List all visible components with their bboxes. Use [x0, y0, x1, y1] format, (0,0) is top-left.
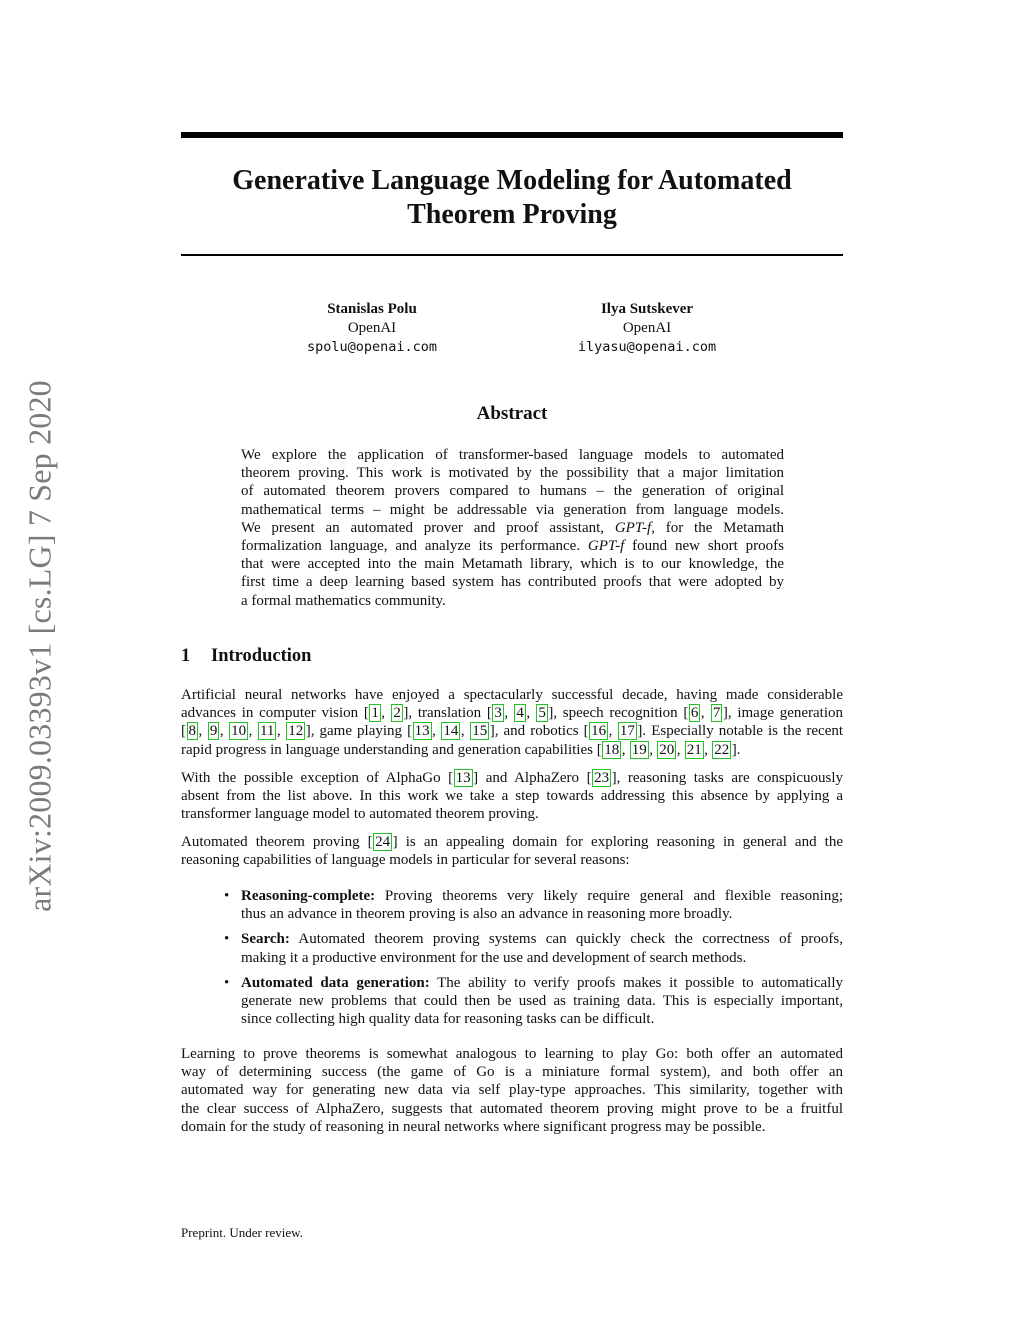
bullet-icon: • [224, 888, 230, 904]
author-name: Ilya Sutskever [600, 301, 694, 317]
abstract-line: that were accepted into the main Metamath library, which is to our knowledge, the [241, 556, 784, 573]
citation-link[interactable]: 7 [712, 705, 721, 722]
text-run: The ability to verify proofs makes it possible to automatically [429, 974, 843, 991]
citation-link[interactable]: 11 [259, 723, 275, 740]
list-item-line [241, 930, 843, 948]
text-run: , [432, 723, 441, 740]
text-run: ], speech recognition [ [548, 705, 689, 722]
abstract-line: first time a deep learning based system has contributed proofs that were adopted by [241, 574, 784, 591]
citation-link[interactable]: 17 [619, 723, 635, 740]
text-run: Automated theorem proving [ [181, 834, 373, 850]
citation-link[interactable]: 22 [714, 741, 730, 758]
citation-link[interactable]: 15 [472, 723, 488, 740]
paper-title [181, 164, 843, 232]
abstract-text: formalization language, and analyze its performance. [241, 538, 581, 555]
citation-link[interactable]: 24 [375, 834, 391, 850]
citation-link[interactable]: 13 [455, 770, 471, 786]
abstract-text: We present an automated prover and proof assistant, [241, 519, 605, 536]
text-run: ] is an appealing domain for exploring reasoning in general and the [392, 834, 843, 850]
text-run: Proving theorems very likely require general and flexible reasoning; [375, 888, 843, 904]
abstract-text: found new short proofs [624, 538, 784, 555]
text-run: ], game playing [ [305, 723, 413, 740]
intro-paragraph [181, 1045, 843, 1136]
text-run: , [700, 705, 711, 722]
abstract-line: a formal mathematics community. [241, 592, 446, 609]
paragraph-line: Learning to prove theorems is somewhat analogous to learning to play Go: both offer an automated [181, 1046, 843, 1062]
paragraph-line: the clear success of AlphaZero, suggests that automated theorem proving might prove to be a fruitful [181, 1100, 843, 1117]
text-run: With the possible exception of AlphaGo [ [181, 770, 454, 786]
citation-link[interactable]: 19 [631, 741, 647, 758]
text-run: , [460, 723, 470, 740]
bullet-icon: • [224, 931, 230, 948]
title-line-2: Theorem Proving [407, 199, 617, 230]
citation-link[interactable]: 3 [494, 705, 502, 722]
title-line-1: Generative Language Modeling for Automated [232, 165, 792, 196]
intro-paragraph [181, 686, 843, 759]
list-item-label: Automated data generation: [241, 974, 430, 991]
abstract-body [241, 446, 784, 610]
text-run: , [649, 741, 657, 758]
citation-link[interactable]: 18 [604, 741, 620, 758]
text-run: , [676, 741, 685, 758]
intro-paragraph [181, 769, 843, 824]
paragraph-line [181, 741, 843, 759]
citation-link[interactable]: 10 [231, 723, 247, 740]
text-run: advances in computer vision [ [181, 705, 369, 722]
bullet-icon: • [224, 974, 230, 991]
list-item [224, 887, 843, 923]
paragraph-line: Artificial neural networks have enjoyed a spectacularly successful decade, having made considerable [181, 687, 843, 703]
text-run: , [381, 705, 391, 722]
citation-link[interactable]: 12 [288, 723, 304, 740]
list-item-line: generate new problems that could then be used as training data. This is especially important, [241, 993, 843, 1010]
section-heading [181, 646, 311, 667]
text-run: Automated theorem proving systems can quickly check the correctness of proofs, [289, 931, 843, 948]
text-run: , [526, 705, 536, 722]
abstract-text: , for the Metamath [651, 519, 784, 536]
citation-link[interactable]: 6 [690, 705, 699, 722]
paragraph-line: automated way for generating new data via self play-type approaches. This similarity, together with [181, 1082, 843, 1099]
text-run: ], image generation [722, 705, 844, 722]
paragraph-line [181, 704, 843, 722]
text-run: , [248, 723, 258, 740]
text-run: ], reasoning tasks are conspicuously [611, 770, 844, 786]
abstract-line: theorem proving. This work is motivated by the possibility that a major limitation [241, 465, 784, 482]
intro-paragraph [181, 833, 843, 869]
section-number: 1 [181, 646, 191, 666]
text-run: , [704, 741, 712, 758]
list-item-line: thus an advance in theorem proving is also an advance in reasoning more broadly. [241, 906, 733, 923]
text-run: , [504, 705, 514, 722]
abstract-line [241, 537, 784, 555]
citation-link[interactable]: 5 [538, 705, 546, 722]
list-item [224, 974, 843, 1029]
list-item-line [241, 974, 843, 992]
title-bottom-rule [181, 254, 843, 256]
text-run: ]. [731, 741, 741, 758]
author-email[interactable]: spolu@openai.com [306, 339, 438, 355]
text-run: , [608, 723, 618, 740]
text-run: , [219, 723, 229, 740]
text-run: ]. Especially notable is the recent [637, 723, 844, 740]
paragraph-line: reasoning capabilities of language models in particular for several reasons: [181, 852, 630, 869]
citation-link[interactable]: 4 [516, 705, 524, 722]
citation-link[interactable]: 21 [686, 741, 702, 758]
citation-link[interactable]: 2 [393, 705, 401, 722]
preprint-footer: Preprint. Under review. [181, 1225, 303, 1240]
text-run: ] and AlphaZero [ [473, 770, 592, 786]
author-name: Stanislas Polu [327, 301, 417, 317]
reasons-list [224, 887, 843, 1035]
text-run: ], translation [ [403, 705, 492, 722]
arxiv-identifier[interactable]: arXiv:2009.03393v1 [cs.LG] 7 Sep 2020 [21, 380, 58, 912]
list-item-label: Search: [241, 931, 290, 948]
citation-link[interactable]: 13 [414, 723, 430, 740]
list-item-line: making it a productive environment for the use and development of search methods. [241, 949, 747, 966]
citation-link[interactable]: 16 [591, 723, 607, 740]
author-block [252, 300, 492, 357]
gpt-f-name: GPT-f [614, 519, 652, 536]
list-item-line: since collecting high quality data for reasoning tasks can be difficult. [241, 1011, 655, 1028]
paragraph-line: domain for the study of reasoning in neural networks where significant progress may be possible. [181, 1118, 766, 1135]
section-title: Introduction [211, 646, 312, 666]
paragraph-line: transformer language model to automated theorem proving. [181, 806, 539, 823]
abstract-line: We explore the application of transformer-based language models to automated [241, 447, 784, 463]
citation-link[interactable]: 8 [188, 723, 196, 740]
paragraph-line [181, 769, 843, 787]
paragraph-line: [ 8 , 9 , 10 , 11 , 12 ], game playing [ 13 , 14 , 15 ], and robotics [ 16 , 17 ]. Especially notable is the recent [181, 723, 844, 740]
text-run: , [621, 741, 630, 758]
paragraph-line [181, 833, 843, 851]
citation-link[interactable]: 9 [209, 723, 218, 740]
author-email[interactable]: ilyasu@openai.com [577, 339, 717, 355]
paragraph-line: absent from the list above. In this work we take a step towards addressing this absence by applying a [181, 788, 843, 805]
gpt-f-name: GPT-f [587, 538, 625, 555]
author-affiliation: OpenAI [622, 320, 672, 336]
abstract-line: mathematical terms – might be addressable via generation from language models. [241, 501, 784, 518]
paragraph-line: way of determining success (the game of Go is a miniature formal system), and both offer an [181, 1064, 843, 1081]
citation-link[interactable]: 23 [594, 770, 610, 786]
author-affiliation: OpenAI [347, 320, 397, 336]
abstract-heading: Abstract [476, 403, 548, 424]
text-run: , [276, 723, 286, 740]
abstract-line: of automated theorem provers compared to humans – the generation of original [241, 483, 784, 500]
citation-link[interactable]: 20 [659, 741, 675, 758]
author-block [527, 300, 767, 357]
citation-link[interactable]: 1 [371, 705, 379, 722]
list-item [224, 930, 843, 966]
list-item-line [241, 887, 843, 905]
list-item-label: Reasoning-complete: [241, 888, 376, 904]
citation-link[interactable]: 14 [443, 723, 459, 740]
text-run: rapid progress in language understanding and generation capabilities [ [181, 741, 602, 758]
abstract-line [241, 519, 784, 537]
text-run: ], and robotics [ [489, 723, 589, 740]
title-top-rule [181, 132, 843, 138]
text-run: , [198, 723, 208, 740]
